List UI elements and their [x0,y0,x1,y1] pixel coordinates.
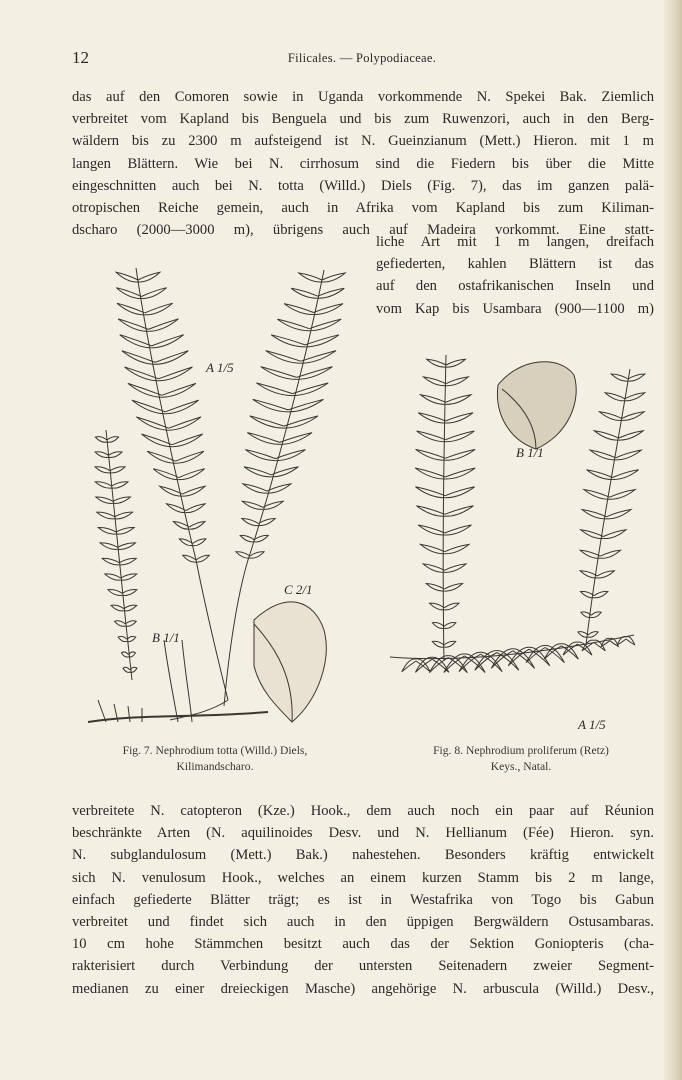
text-line: langen Blättern. Wie bei N. cirrhosum sind die Fiedern bis über die Mitte [72,155,654,172]
pinna [169,417,201,430]
fig7-label-b: B 1/1 [152,630,180,645]
pinna [616,450,642,460]
pinna [116,288,141,299]
pinna [116,527,134,534]
pinna [245,450,275,461]
text-line: beschränkte Arten (N. aquilinoides Desv. und N. Hellianum (Fée) Hieron. syn. [72,825,654,842]
pinna [446,359,465,367]
text-line: vom Kap bis Usambara (900—1100 m) [376,300,654,317]
pinna [102,558,119,565]
pinna [426,584,444,592]
pinna [444,641,456,647]
pinna [243,484,267,493]
caption-line: Kilimandscharo. [176,760,254,773]
pinna [417,431,446,442]
pinna [261,367,297,380]
fig7-label-c: C 2/1 [284,582,313,597]
pinna [196,555,209,562]
pinna [610,490,636,500]
body-text-wrap [376,231,654,320]
pinna [597,571,614,578]
pinna [309,319,341,331]
pinna [445,487,475,498]
pinna [266,351,301,364]
pinna [318,288,345,298]
pinna [236,552,250,558]
pinna [115,621,126,627]
text-line: eingeschnitten auch bei N. totta (Willd.) Diels (Fig. 7), das im ganzen palä- [72,177,654,194]
pinna [240,535,254,542]
text-line: verbreitet und findet sich auch in den üppigen Bergwäldern Ostusambaras. [72,914,654,931]
pinna [584,490,610,500]
pinna [95,437,107,443]
detail-leaf-b [497,362,576,449]
pinna [445,544,469,553]
frond-a-pinnae [116,272,209,562]
pinna [242,519,259,526]
pinna [186,504,205,513]
pinna [415,468,445,479]
pinna [322,273,345,282]
pinna [95,467,110,473]
pinna [600,550,620,558]
pinna [594,431,618,440]
pinna [121,652,128,657]
frond-a-rachis [136,268,228,700]
running-head: Filicales. — Polypodiaceae. [287,51,437,65]
pinna [603,530,626,539]
pinna [418,413,445,423]
caption-line: Fig. 8. Nephrodium proliferum (Retz) [433,744,609,757]
pinna [607,510,632,519]
text-line: das auf den Comoren sowie in Uganda vorkommende N. Spekei Bak. Ziemlich [72,89,654,105]
pinna [98,527,116,534]
pinna [179,539,192,546]
text-line: verbreitete N. catopteron (Kze.) Hook., dem auch noch ein paar auf Réunion [72,803,654,819]
pinna [601,638,610,646]
pinna [402,659,416,672]
pinna [432,623,444,629]
text-line: dscharo (2000—3000 m), übrigens auch auf Madeira vorkommt. Eine statt- [72,222,654,239]
pinna [122,589,137,595]
pinna [444,623,456,629]
pinna [105,574,121,580]
pinna [165,400,198,414]
frond-right-pinnae [578,374,645,637]
pinna [605,393,625,401]
pinna [125,621,136,627]
pinna [418,525,445,535]
text-line: sich N. venulosum Hook., welches an einem kurzen Stamm bis 2 m lange, [72,869,654,886]
text-line: rakterisiert durch Verbindung der untersten Seitenadern zweier Segment- [72,958,654,975]
pinna [256,383,292,396]
pinna [148,319,178,332]
fig8-label-b: B 1/1 [516,445,544,460]
text-line: wäldern bis zu 2300 m aufsteigend ist N. Gueinzianum (Mett.) Hieron. mit 1 m [72,133,654,150]
pinna [108,589,123,595]
pinna [432,641,444,647]
pinna [420,544,444,553]
pinna [152,335,184,348]
text-line: N. subglandulosum (Mett.) Bak.) nahestehen. Besonders kräftig entwickelt [72,847,654,864]
pinna [591,612,601,618]
text-line: einfach gefiederte Blätter trägt; es ist in Westafrika von Togo bis Gabun [72,891,654,908]
pinna [314,304,344,315]
pinna [159,367,193,381]
figure-8-caption [386,743,656,775]
pinna [115,512,133,519]
frond-bottom-rachis [390,635,634,659]
pinna [594,591,608,597]
pinna [613,470,639,480]
text-line: gefiederten, kahlen Blättern ist das [376,256,654,273]
pinna [111,605,124,611]
pinna [254,535,268,542]
pinna [580,550,600,558]
pinna [118,319,148,332]
pinna [291,288,318,298]
pinna [141,288,166,299]
pinna [427,359,446,367]
pinna [110,467,125,473]
pinna [446,431,475,442]
pinna [242,501,262,509]
pinna [445,449,475,460]
pinna [250,416,284,428]
text-line: liche Art mit 1 m langen, dreifach [376,234,654,250]
pinna [284,304,313,315]
pinna [416,449,446,460]
pinna [271,335,305,347]
pinna [305,335,339,347]
page-header [72,48,652,72]
pinna [118,636,127,641]
pinna [119,558,136,565]
pinna [445,468,475,479]
pinna [182,486,205,496]
pinna [588,632,598,638]
pinna [580,571,597,578]
pinna [446,413,473,423]
pinna [176,451,204,463]
pinna [446,377,468,386]
pinna [253,399,288,412]
figure-7-caption [72,743,358,775]
body-text-bottom [72,800,654,1000]
pinna [590,450,616,460]
pinna [599,412,621,421]
pinna [112,482,128,488]
caption-line: Keys., Natal. [490,760,552,773]
pinna [145,303,173,315]
pinna [444,584,462,592]
fig7-label-a: A 1/5 [206,360,234,375]
pinna [582,510,607,519]
pinna [250,552,264,558]
frond-left-pinnae [415,359,475,647]
pinna [116,272,138,282]
pinna [118,543,136,550]
pinna [628,374,645,381]
pinna [120,335,152,348]
pinna [421,395,446,405]
caption-line: Fig. 7. Nephrodium totta (Willd.) Diels, [122,744,308,757]
frond-right-rachis [586,369,630,645]
pinna [96,497,113,504]
pinna [97,512,115,519]
pinna [430,603,445,610]
pinna [124,605,137,611]
figure-8-illustration [386,345,648,737]
pinna [113,497,130,504]
pinna [445,564,467,572]
figure-7-illustration [78,260,350,740]
pinna [155,351,188,365]
pinna [582,640,594,651]
body-text-top [72,86,654,241]
pinna [423,564,444,572]
pinna [95,482,111,488]
pinna [189,522,205,530]
text-line: auf den ostafrikanischen Inseln und [376,278,654,295]
pinna [445,506,473,517]
text-line: medianen zu einer dreieckigen Masche) angehörige N. arbuscula (Willd.) Desv., [72,980,654,997]
pinna [183,555,196,562]
pinna [416,487,446,498]
pinna [578,632,588,638]
pinna [109,452,123,458]
pinna [423,377,446,386]
text-line: verbreitet vom Kapland bis Benguela und bis zum Ruwenzori, auch in den Berg- [72,111,654,128]
pinna [445,525,472,535]
pinna [581,530,604,539]
pinna [95,452,108,458]
pinna [193,539,206,546]
pinna [138,272,160,282]
pinna [121,574,137,580]
pinna [179,469,205,480]
frond-a2-pinnae [236,273,345,558]
pinna [107,437,119,443]
pinna [587,470,613,480]
frond-b-pinnae [95,437,137,673]
pinna [247,433,279,445]
fig8-label-a: A 1/5 [578,717,606,732]
pinna [611,374,628,381]
pinna [162,383,196,397]
pinna [622,412,644,421]
text-line: 10 cm hohe Stämmchen besitzt auch das der Sektion Goniopteris (cha- [72,936,654,953]
page-edge-shadow [664,0,682,1080]
pinna [244,467,271,477]
pinna [619,431,643,440]
pinna [172,434,203,447]
pinna [277,319,309,331]
pinna [446,395,471,405]
pinna [417,506,445,517]
pinna [625,393,645,401]
pinna [100,543,118,550]
text-line: otropischen Reiche gemein, auch in Afrika vom Kapland bis zum Kiliman- [72,200,654,217]
detail-leaf-c [254,602,326,722]
pinna [299,273,322,282]
pinna [117,303,145,315]
page-number: 12 [72,48,89,67]
pinna [626,637,635,645]
pinna [444,603,459,610]
pinna [123,667,130,672]
